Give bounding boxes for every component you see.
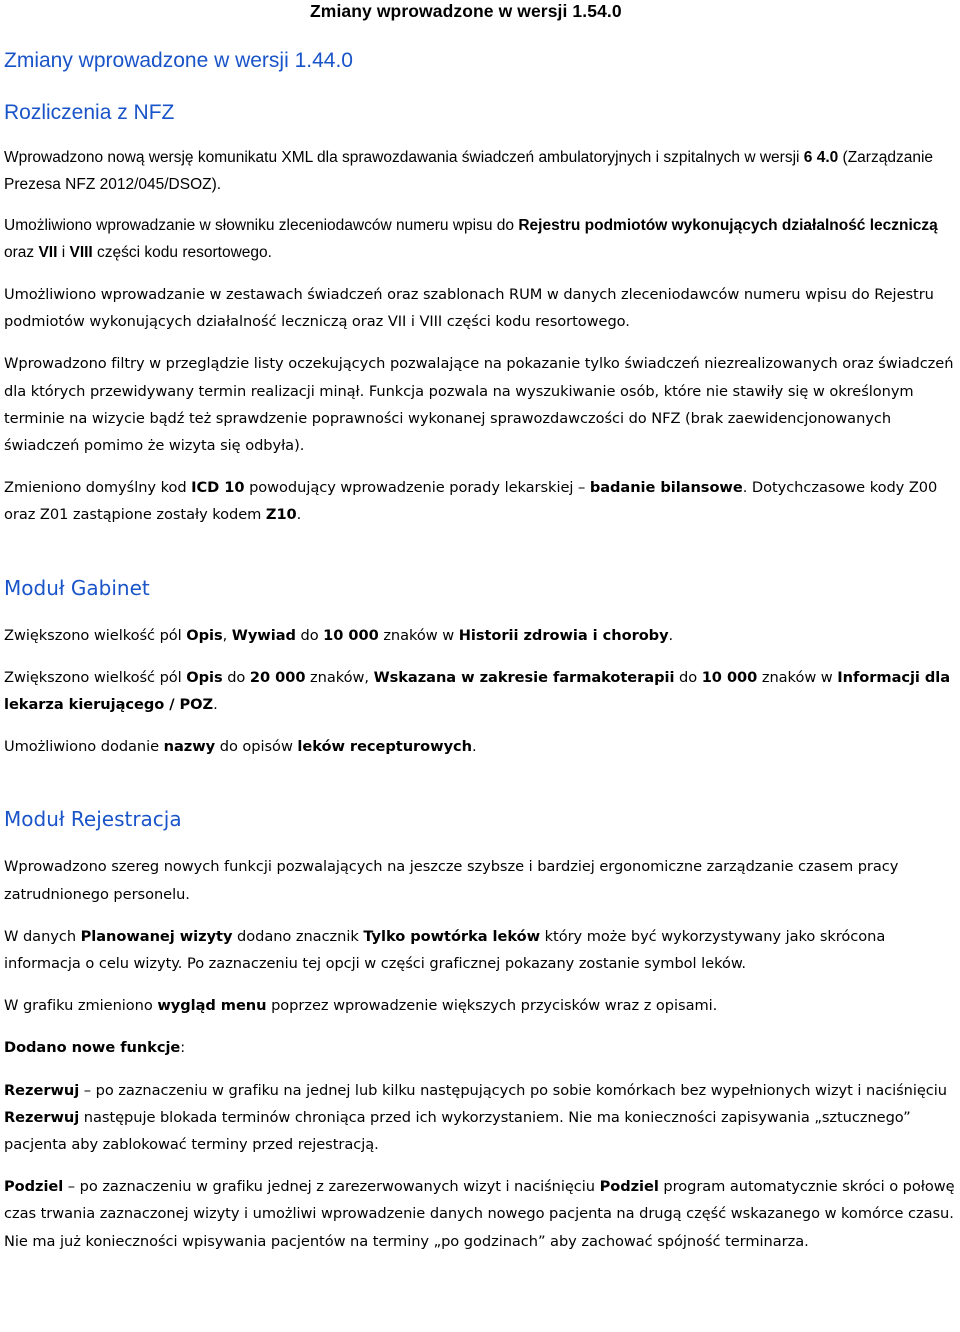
rejestracja-paragraphs [4,853,956,1254]
bold-text: 10 000 [323,626,379,644]
paragraph [4,213,956,266]
bold-text: Opis [186,668,223,686]
text-run: program automatycznie skróci o połowę czas trwania zaznaczonej wizyty i umożliwi wprowadzenie danych nowego pacjenta na drugą część wskazanego w komórce czasu. Nie ma już konieczności wpisywania pacjentów na terminy „po godzinach” aby zachować spójność terminarza. [4,1178,955,1250]
text-run: do [674,668,702,686]
bold-text: wygląd menu [157,997,267,1015]
text-run: . [668,626,674,644]
text-run: oraz [4,243,39,261]
text-run: , [222,626,232,644]
bold-text: leków recepturowych [297,738,472,756]
bold-text: Z10 [265,506,297,524]
rejestracja-section [4,804,956,1254]
text-run: do opisów [215,738,298,756]
bold-text: Opis [186,626,223,644]
bold-text: Informacji dla lekarza kierującego / POZ [4,668,951,714]
bold-text: Podziel [599,1178,659,1196]
text-run: Wprowadzono szereg nowych funkcji pozwalających na jeszcze szybsze i bardziej ergonomiczne zarządzanie czasem pracy zatrudnionego personelu. [4,858,899,903]
gabinet-section [4,573,956,761]
release-notes-document [4,46,956,1270]
text-run: Zwiększono wielkość pól [4,668,187,686]
gabinet-paragraphs [4,622,956,761]
paragraph [4,853,956,907]
text-run: do [222,668,250,686]
bold-text: Rejestru podmiotów wykonujących działalność leczniczą [518,217,938,234]
text-run: Wprowadzono filtry w przeglądzie listy oczekujących pozwalające na pokazanie tylko świadczeń niezrealizowanych oraz świadczeń dla których przewidywany termin realizacji minął. Funkcja pozwala na wyszukiwanie osób, które nie stawiły się w określonym terminie na wizycie bądź też sprawdzenie poprawności wykonanej sprawozdawczości do NFZ (brak zaewidencjonowanych świadczeń pomimo że wizyta się odbyła). [4,355,954,455]
paragraph [4,992,956,1019]
text-run: (Zarządzanie Prezesa NFZ 2012/045/DSOZ). [4,149,934,193]
paragraph [4,145,956,198]
text-run: znaków w [378,626,459,644]
rejestracja-section-title: Moduł Rejestracja [4,807,182,832]
bold-text: Podziel [4,1178,64,1196]
text-run: który może być wykorzystywany jako skrócona informacja o celu wizyty. Po zaznaczeniu tej opcji w części graficznej pokazany zostanie symbol leków. [4,927,886,973]
text-run: W grafiku zmieniono [4,997,158,1015]
bold-text: Historii zdrowia i choroby [458,626,669,644]
bold-text: Rezerwuj [4,1081,80,1099]
gabinet-section-title: Moduł Gabinet [4,575,150,600]
bold-text: Wskazana w zakresie farmakoterapii [373,668,675,686]
text-run: Zwiększono wielkość pól [4,626,187,644]
current-version-header: Zmiany wprowadzone w wersji 1.54.0 [310,1,622,21]
text-run: Zmieniono domyślny kod [4,479,192,497]
bold-text: badanie bilansowe [589,479,743,497]
text-run: powodujący wprowadzenie porady lekarskiej – [244,479,590,497]
bold-text: VII [38,243,58,261]
bold-text: nazwy [163,738,216,756]
nfz-paragraphs [4,145,956,529]
text-run: Umożliwiono wprowadzanie w zestawach świadczeń oraz szablonach RUM w danych zleceniodawców numeru wpisu do Rejestru podmiotów wykonujących działalność leczniczą oraz VII i VIII części kodu resortowego. [4,286,934,331]
text-run: znaków, [305,668,374,686]
bold-text: 6 4.0 [803,149,839,166]
text-run: . [296,506,302,524]
text-run: . [472,738,477,756]
nfz-section-title: Rozliczenia z NFZ [4,101,175,124]
bold-text: Tylko powtórka leków [363,927,541,945]
text-run: części kodu resortowego. [92,243,272,261]
text-run: znaków w [757,668,838,686]
text-run: – po zaznaczeniu w grafiku na jednej lub kilku następujących po sobie komórkach bez wypełnionych wizyt i naciśnięciu [79,1081,947,1099]
text-run: do [295,626,324,644]
text-run: następuje blokada terminów chroniąca przed ich wykorzystaniem. Nie ma konieczności zapisywania „sztucznego” pacjenta aby zablokować terminy przed rejestracją. [4,1108,911,1154]
bold-text: VIII [69,243,93,261]
paragraph [4,923,956,977]
paragraph [4,281,956,335]
text-run: i [57,243,70,261]
version-title: Zmiany wprowadzone w wersji 1.44.0 [4,49,353,72]
text-run: Wprowadzono nową wersję komunikatu XML dla sprawozdawania świadczeń ambulatoryjnych i szpitalnych w wersji [4,149,804,166]
nfz-section [4,98,956,529]
paragraph [4,733,956,760]
paragraph [4,622,956,649]
text-run: . [213,696,218,714]
paragraph [4,474,956,528]
text-run: poprzez wprowadzenie większych przycisków wraz z opisami. [266,997,718,1015]
text-run: . Dotychczasowe kody Z00 oraz Z01 zastąpione zostały kodem [4,479,938,524]
bold-text: Rezerwuj [4,1108,80,1126]
paragraph [4,1034,956,1061]
bold-text: Planowanej wizyty [80,927,233,945]
bold-text: Wywiad [231,626,296,644]
paragraph [4,664,956,718]
text-run: – po zaznaczeniu w grafiku jednej z zarezerwowanych wizyt i naciśnięciu [63,1178,600,1196]
text-run: Umożliwiono dodanie [4,738,164,756]
bold-text: 10 000 [701,668,758,686]
paragraph [4,1173,956,1255]
text-run: Umożliwiono wprowadzanie w słowniku zleceniodawców numeru wpisu do [4,217,519,234]
paragraph [4,350,956,459]
text-run: : [180,1039,186,1057]
text-run: dodano znacznik [232,927,364,945]
paragraph [4,1077,956,1159]
bold-text: Dodano nowe funkcje [4,1039,181,1057]
text-run: W danych [4,927,81,945]
bold-text: ICD 10 [191,479,245,497]
bold-text: 20 000 [249,668,306,686]
